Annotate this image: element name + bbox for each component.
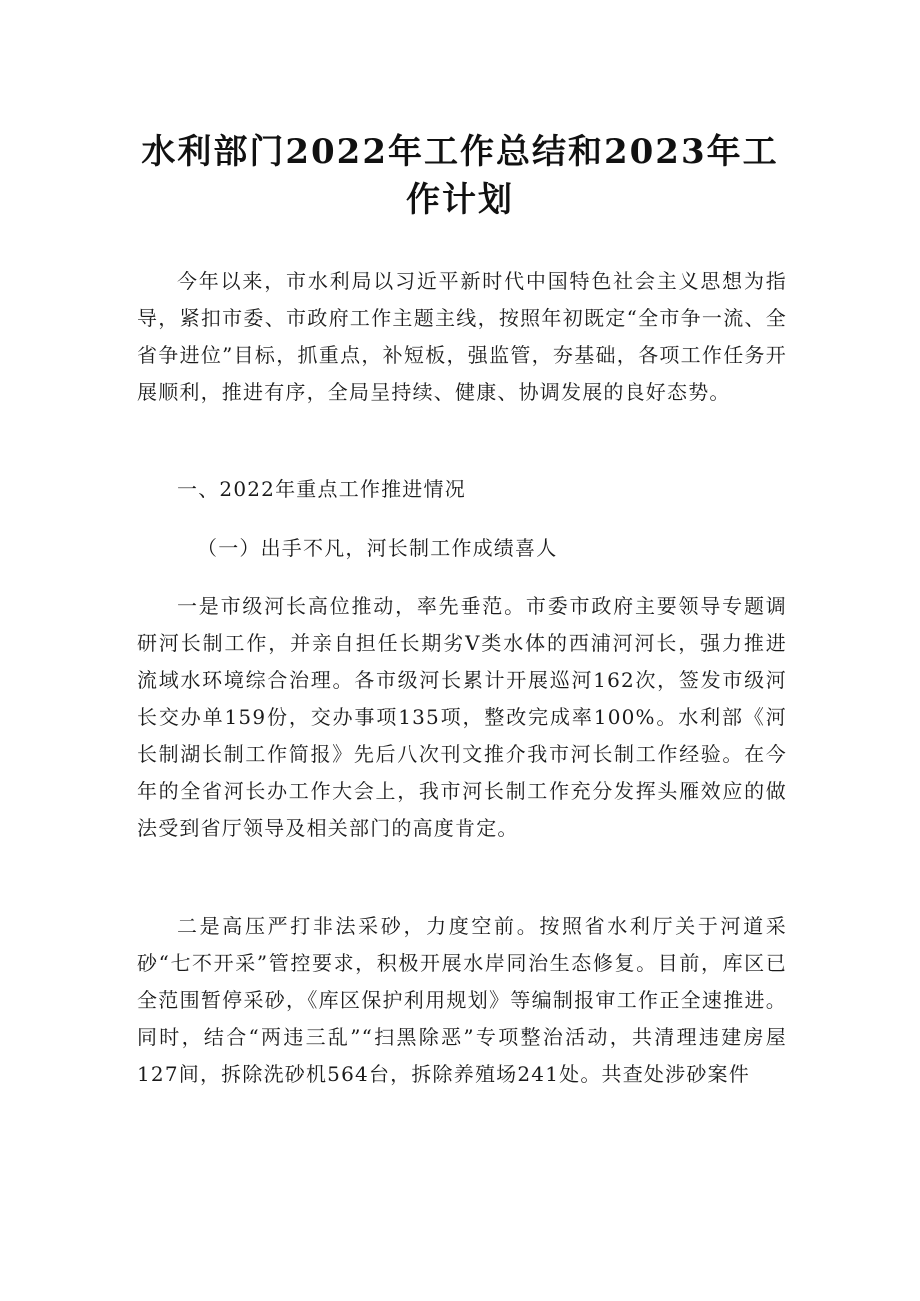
body-paragraph-item-2: 二是高压严打非法采砂，力度空前。按照省水利厅关于河道采砂“七不开采”管控要求，积极开展水岸同治生态修复。目前，库区已全范围暂停采砂，《库区保护利用规划》等编制报审工作正全速推进。同时，结合“两违三乱”“扫黑除恶”专项整治活动，共清理违建房屋127间，拆除洗砂机564台，拆除养殖场241处。共查处涉砂案件 [137,914,787,1086]
document-title: 水利部门2022年工作总结和2023年工作计划 [141,132,779,220]
section-heading: 一、2022年重点工作推进情况 [177,477,466,501]
body-paragraph-item-1: 一是市级河长高位推动，率先垂范。市委市政府主要领导专题调研河长制工作，并亲自担任长期劣Ⅴ类水体的西浦河河长，强力推进流域水环境综合治理。各市级河长累计开展巡河162次，签发市级河长交办单159份，交办事项135项，整改完成率100%。水利部《河长制湖长制工作简报》先后八次刊文推介我市河长制工作经验。在今年的全省河长办工作大会上，我市河长制工作充分发挥头雁效应的做法受到省厅领导及相关部门的高度肯定。 [137,594,787,840]
subsection-heading: （一）出手不凡，河长制工作成绩喜人 [197,536,558,560]
intro-paragraph: 今年以来，市水利局以习近平新时代中国特色社会主义思想为指导，紧扣市委、市政府工作主题主线，按照年初既定“全市争一流、全省争进位”目标，抓重点，补短板，强监管，夯基础，各项工作任务开展顺利，推进有序，全局呈持续、健康、协调发展的良好态势。 [137,269,787,404]
